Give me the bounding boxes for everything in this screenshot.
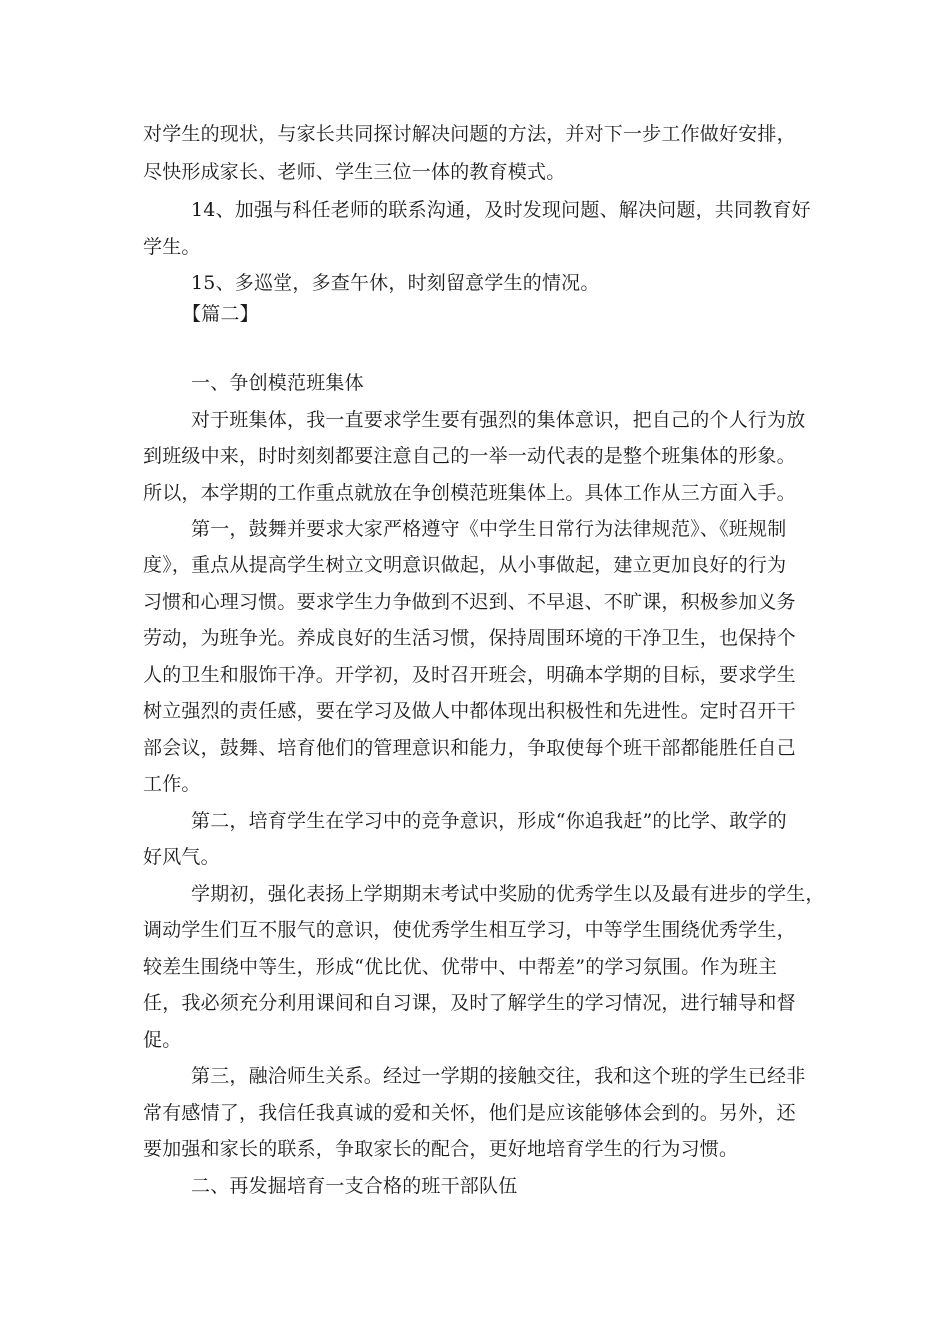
text-line: 部会议，鼓舞、培育他们的管理意识和能力，争取使每个班干部都能胜任自己 bbox=[143, 737, 796, 759]
text-line: 促。 bbox=[143, 1029, 182, 1051]
text-line: 度》，重点从提高学生树立文明意识做起，从小事做起，建立更加良好的行为 bbox=[143, 554, 787, 576]
text-line: 第一，鼓舞并要求大家严格遵守《中学生日常行为法律规范》、《班规制 bbox=[191, 518, 787, 540]
text-line: 第二，培育学生在学习中的竞争意识，形成“你追我赶”的比学、敢学的 bbox=[191, 810, 787, 832]
text-line: 尽快形成家长、老师、学生三位一体的教育模式。 bbox=[143, 161, 566, 183]
text-line: 工作。 bbox=[143, 773, 201, 795]
text-line: 较差生围绕中等生，形成“优比优、优带中、中帮差”的学习氛围。作为班主 bbox=[143, 956, 778, 978]
text-line: 学生。 bbox=[143, 236, 201, 258]
text-line: 15、多巡堂，多查午休，时刻留意学生的情况。 bbox=[191, 272, 600, 294]
text-line: 要加强和家长的联系，争取家长的配合，更好地培育学生的行为习惯。 bbox=[143, 1138, 739, 1160]
text-line: 习惯和心理习惯。要求学生力争做到不迟到、不早退、不旷课，积极参加义务 bbox=[143, 591, 796, 613]
text-line: 第三，融洽师生关系。经过一学期的接触交往，我和这个班的学生已经非 bbox=[191, 1065, 806, 1087]
text-line: 到班级中来，时时刻刻都要注意自己的一举一动代表的是整个班集体的形象。 bbox=[143, 445, 796, 467]
text-line: 常有感情了，我信任我真诚的爱和关怀，他们是应该能够体会到的。另外，还 bbox=[143, 1102, 796, 1124]
text-line: 任，我必须充分利用课间和自习课，及时了解学生的学习情况，进行辅导和督 bbox=[143, 992, 796, 1014]
text-line: 14、加强与科任老师的联系沟通，及时发现问题、解决问题，共同教育好 bbox=[191, 199, 811, 221]
text-line: 对学生的现状，与家长共同探讨解决问题的方法，并对下一步工作做好安排， bbox=[143, 123, 796, 145]
text-line: 所以，本学期的工作重点就放在争创模范班集体上。具体工作从三方面入手。 bbox=[143, 482, 796, 504]
text-line: 对于班集体，我一直要求学生要有强烈的集体意识，把自己的个人行为放 bbox=[191, 409, 806, 431]
text-line: 人的卫生和服饰干净。开学初，及时召开班会，明确本学期的目标，要求学生 bbox=[143, 664, 796, 686]
text-line: 树立强烈的责任感，要在学习及做人中都体现出积极性和先进性。定时召开干 bbox=[143, 700, 796, 722]
text-line: 劳动，为班争光。养成良好的生活习惯，保持周围环境的干净卫生，也保持个 bbox=[143, 627, 796, 649]
text-line: 调动学生们互不服气的意识，使优秀学生相互学习，中等学生围绕优秀学生， bbox=[143, 919, 796, 941]
section-heading: 【篇二】 bbox=[182, 303, 259, 325]
section-title: 二、再发掘培育一支合格的班干部队伍 bbox=[191, 1175, 518, 1197]
text-line: 学期初，强化表扬上学期期末考试中奖励的优秀学生以及最有进步的学生， bbox=[191, 883, 825, 905]
section-title: 一、争创模范班集体 bbox=[191, 372, 364, 394]
text-line: 好风气。 bbox=[143, 846, 220, 868]
